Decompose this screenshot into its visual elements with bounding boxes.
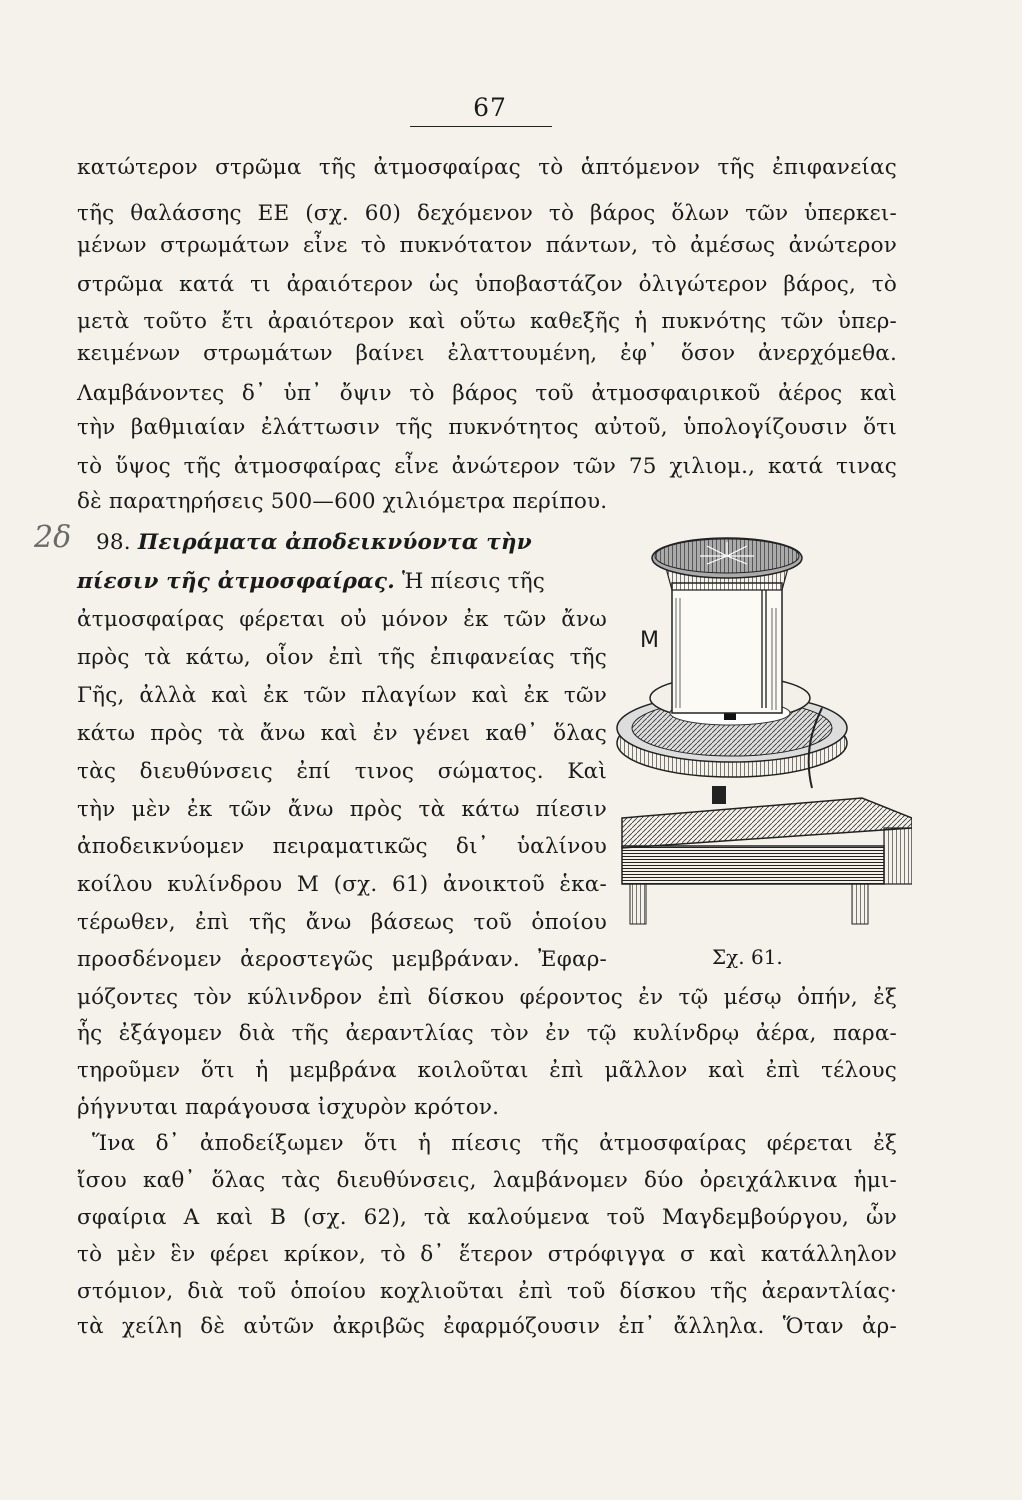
text-line: Ἵνα δ᾽ ἀποδείξωμεν ὅτι ἡ πίεσις τῆς ἀτμοσφαίρας φέρεται ἐξ xyxy=(92,1131,897,1156)
figure-caption: Σχ. 61. xyxy=(712,945,783,969)
text-line: στρῶμα κατά τι ἀραιότερον ὡς ὑποβαστάζον ὀλιγώτερον βάρος, τὸ xyxy=(77,272,897,297)
text-line: κειμένων στρωμάτων βαίνει ἐλαττουμένη, ἐφ᾽ ὅσον ἀνερχόμεθα. xyxy=(77,341,897,366)
text-line: τὰ χείλη δὲ αὐτῶν ἀκριβῶς ἐφαρμόζουσιν ἐπ᾽ ἄλληλα. Ὅταν ἀρ- xyxy=(77,1314,897,1339)
text-line: τὸ μὲν ἓν φέρει κρίκον, τὸ δ᾽ ἕτερον στρόφιγγα σ καὶ κατάλληλον xyxy=(77,1242,897,1267)
margin-note: 2δ xyxy=(34,520,72,555)
text-line: ἀποδεικνύομεν πειραματικῶς δι᾽ ὑαλίνου xyxy=(77,834,607,859)
text-line: κατώτερον στρῶμα τῆς ἀτμοσφαίρας τὸ ἁπτόμενον τῆς ἐπιφανείας xyxy=(77,155,897,180)
text-line: ἀτμοσφαίρας φέρεται οὐ μόνον ἐκ τῶν ἄνω xyxy=(77,607,607,632)
text-line: τὸ ὕψος τῆς ἀτμοσφαίρας εἶνε ἀνώτερον τῶν 75 χιλιομ., κατά τινας xyxy=(77,454,897,479)
page-number: 67 xyxy=(473,93,507,122)
text-line: τῆς θαλάσσης ΕΕ (σχ. 60) δεχόμενον τὸ βάρος ὅλων τῶν ὑπερκει- xyxy=(77,201,897,226)
figure-61-illustration xyxy=(612,528,912,940)
text-line: τὰς διευθύνσεις ἐπί τινος σώματος. Καὶ xyxy=(77,759,607,784)
text-line: τέρωθεν, ἐπὶ τῆς ἄνω βάσεως τοῦ ὁποίου xyxy=(77,910,607,935)
section-heading-line-2 xyxy=(77,568,545,596)
text-line: δὲ παρατηρήσεις 500—600 χιλιόμετρα περίπου. xyxy=(77,489,608,514)
text-line: ἧς ἐξάγομεν διὰ τῆς ἀεραντλίας τὸν ἐν τῷ κυλίνδρῳ ἀέρα, παρα- xyxy=(77,1021,897,1046)
text-line: Λαμβάνοντες δ᾽ ὑπ᾽ ὄψιν τὸ βάρος τοῦ ἀτμοσφαιρικοῦ ἀέρος καὶ xyxy=(77,381,897,406)
text-line: σφαίρια Α καὶ Β (σχ. 62), τὰ καλούμενα τοῦ Μαγδεμβούργου, ὧν xyxy=(77,1205,897,1230)
text-line: μόζοντες τὸν κύλινδρον ἐπὶ δίσκου φέροντος ἐν τῷ μέσῳ ὀπήν, ἐξ xyxy=(77,985,897,1010)
text-line: στόμιον, διὰ τοῦ ὁποίου κοχλιοῦται ἐπὶ τοῦ δίσκου τῆς ἀεραντλίας· xyxy=(77,1279,897,1304)
text-line: προσδένομεν ἀεροστεγῶς μεμβράναν. Ἐφαρ- xyxy=(77,947,607,972)
header-rule xyxy=(410,126,552,127)
text-line: Γῆς, ἀλλὰ καὶ ἐκ τῶν πλαγίων καὶ ἐκ τῶν xyxy=(77,683,607,708)
section-heading-part2: πίεσιν τῆς ἀτμοσφαίρας. xyxy=(77,569,395,594)
text-line: κοίλου κυλίνδρου Μ (σχ. 61) ἀνοικτοῦ ἑκα- xyxy=(77,872,607,897)
text-line: μετὰ τοῦτο ἔτι ἀραιότερον καὶ οὕτω καθεξῆς ἡ πυκνότης τῶν ὑπερ- xyxy=(77,309,897,334)
figure-label-m: M xyxy=(640,628,659,653)
text-line: τηροῦμεν ὅτι ἡ μεμβράνα κοιλοῦται ἐπὶ μᾶλλον καὶ ἐπὶ τέλους xyxy=(77,1058,897,1083)
section-number: 98. xyxy=(96,530,131,555)
text-line: τὴν μὲν ἐκ τῶν ἄνω πρὸς τὰ κάτω πίεσιν xyxy=(77,797,607,822)
section-heading-line xyxy=(96,529,532,557)
text-line: τὴν βαθμιαίαν ἐλάττωσιν τῆς πυκνότητος αὐτοῦ, ὑπολογίζουσιν ὅτι xyxy=(77,415,897,440)
text-line: κάτω πρὸς τὰ ἄνω καὶ ἐν γένει καθ᾽ ὅλας xyxy=(77,721,607,746)
section-heading-part1: Πειράματα ἀποδεικνύοντα τὴν xyxy=(137,530,532,555)
text-line: ῥήγνυται παράγουσα ἰσχυρὸν κρότον. xyxy=(77,1095,500,1120)
text-line: ἴσου καθ᾽ ὅλας τὰς διευθύνσεις, λαμβάνομεν δύο ὀρειχάλκινα ἡμι- xyxy=(77,1168,897,1193)
text-line: μένων στρωμάτων εἶνε τὸ πυκνότατον πάντων, τὸ ἀμέσως ἀνώτερον xyxy=(77,233,897,258)
text-line: πρὸς τὰ κάτω, οἷον ἐπὶ τῆς ἐπιφανείας τῆς xyxy=(77,645,607,670)
section-line2-rest: Ἡ πίεσις τῆς xyxy=(401,569,546,594)
